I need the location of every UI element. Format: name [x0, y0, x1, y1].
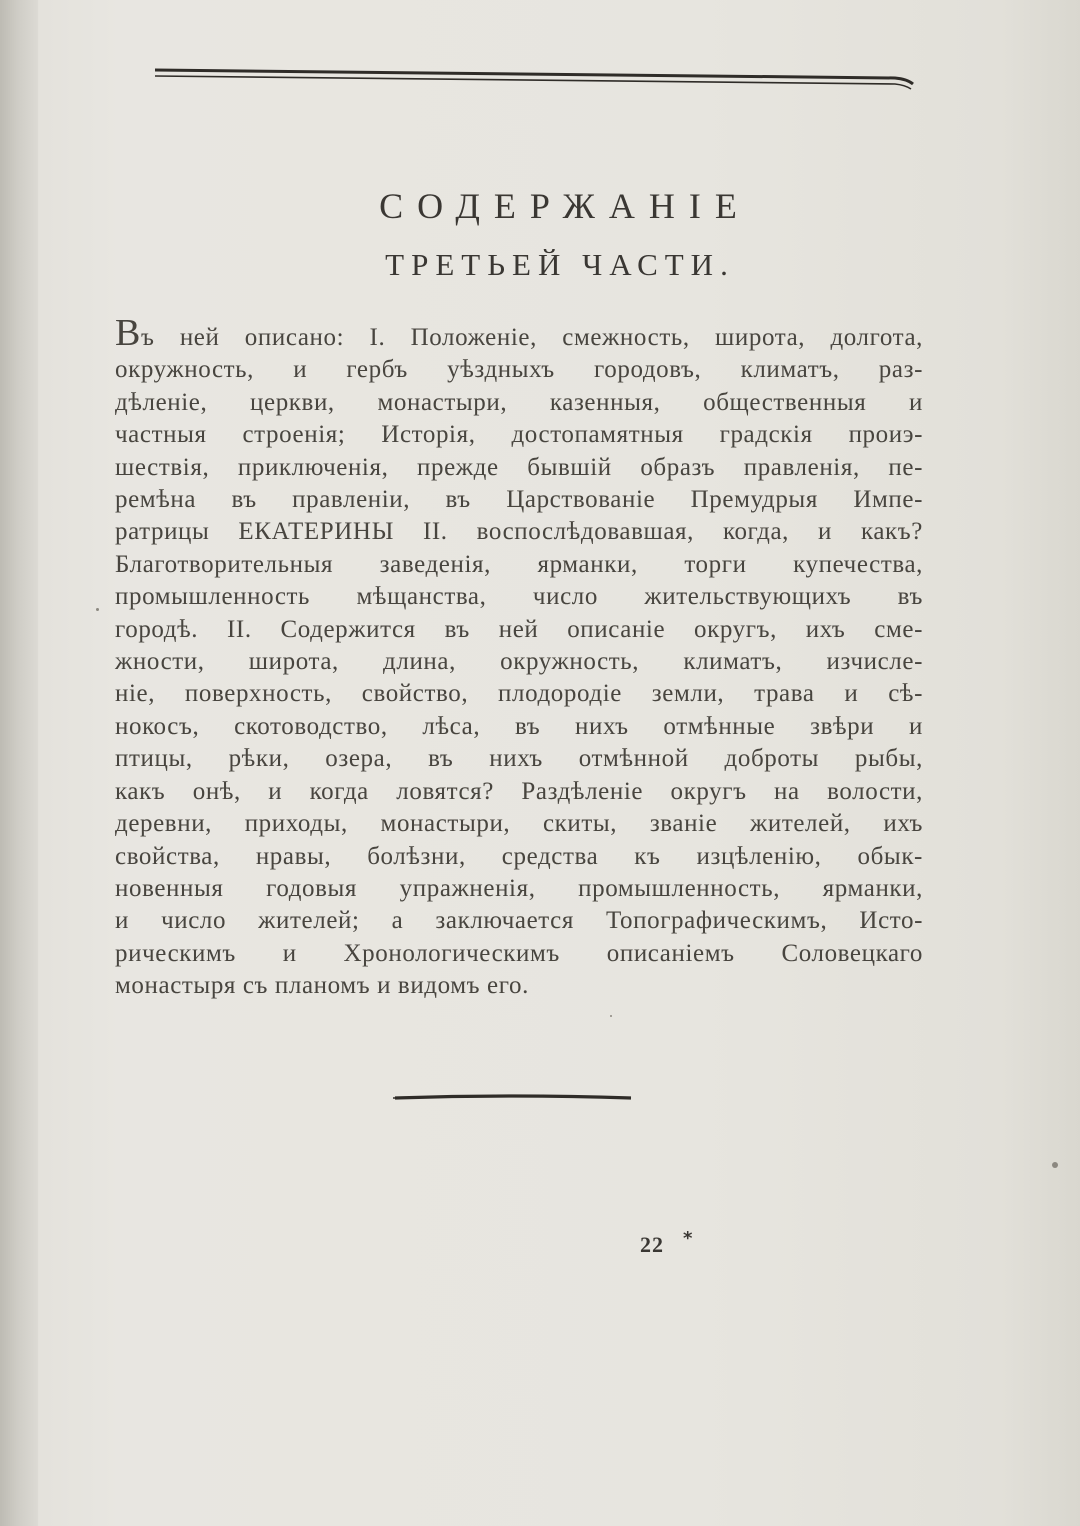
- paragraph-line: [115, 678, 923, 710]
- paragraph-line: [115, 776, 923, 808]
- line-text: нокосъ, скотоводство, лѣса, въ нихъ отмѣнные звѣри и: [115, 712, 923, 740]
- line-text: какъ онѣ, и когда ловятся? Раздѣленiе округъ на волости,: [115, 777, 923, 805]
- paragraph-line: [115, 387, 923, 419]
- paragraph-line: [115, 970, 923, 1002]
- paragraph-line: [115, 841, 923, 873]
- line-text: городѣ. II. Содержится въ ней описанiе округъ, ихъ сме-: [115, 615, 923, 643]
- line-text: ратрицы ЕКАТЕРИНЫ II. воспослѣдовавшая, когда, и какъ?: [115, 518, 923, 546]
- line-text: деревни, приходы, монастыри, скиты, званiе жителей, ихъ: [115, 810, 923, 838]
- paragraph-line: [115, 581, 923, 613]
- line-text: шествiя, приключенiя, прежде бывшiй образъ правленiя, пе-: [115, 453, 923, 481]
- line-text: рическимъ и Хронологическимъ описанiемъ Соловецкаго: [115, 939, 923, 967]
- page-subtitle: ТРЕТЬЕЙ ЧАСТИ.: [385, 247, 735, 282]
- line-text: частныя строенiя; Исторiя, достопамятныя градскiя проиэ-: [115, 421, 923, 449]
- line-text: новенныя годовыя упражненiя, промышленность, ярманки,: [115, 874, 923, 902]
- paper-speck: [96, 608, 99, 611]
- page-number: 22: [640, 1232, 664, 1257]
- paragraph-line: [115, 646, 923, 678]
- paper-speck: [610, 1015, 612, 1017]
- paragraph-line: [115, 873, 923, 905]
- paragraph-line: [115, 938, 923, 970]
- paragraph-line: [115, 354, 923, 386]
- line-text: окружность, и гербъ уѣздныхъ городовъ, климатъ, раз-: [115, 356, 923, 384]
- paper-speck: [1052, 1162, 1058, 1168]
- paragraph-line: [115, 743, 923, 775]
- paragraph-line: [115, 516, 923, 548]
- line-text: жности, широта, длина, окружность, климатъ, изчисле-: [115, 648, 923, 676]
- line-text: птицы, рѣки, озера, въ нихъ отмѣнной доброты рыбы,: [115, 745, 923, 773]
- paragraph-line: [115, 808, 923, 840]
- page-gutter: [0, 0, 38, 1526]
- line-text: нiе, поверхность, свойство, плодородiе земли, трава и сѣ-: [115, 680, 923, 708]
- line-text: промышленность мѣщанства, число жительствующихъ въ: [115, 583, 923, 611]
- contents-paragraph: [115, 312, 923, 1003]
- line-text: и число жителей; а заключается Топографическимъ, Исто-: [115, 907, 923, 935]
- paragraph-line: [115, 549, 923, 581]
- paragraph-line: [115, 905, 923, 937]
- initial-letter: В: [115, 312, 141, 354]
- line-text: свойства, нравы, болѣзни, средства къ изцѣленiю, обык-: [115, 842, 923, 870]
- top-double-rule: [155, 64, 915, 94]
- line-text: монастыря съ планомъ и видомъ его.: [115, 972, 529, 1000]
- paragraph-line: [115, 614, 923, 646]
- paragraph-line: [115, 711, 923, 743]
- paragraph-line: [115, 452, 923, 484]
- line-text: Благотворительныя заведенiя, ярманки, торги купечества,: [115, 550, 923, 578]
- page-title: СОДЕРЖАНIЕ: [379, 186, 751, 226]
- signature-mark: *: [683, 1228, 693, 1249]
- paragraph-line: [115, 484, 923, 516]
- line-text: дѣленiе, церкви, монастыри, казенныя, общественныя и: [115, 388, 923, 416]
- paragraph-line: [115, 419, 923, 451]
- paragraph-line: [115, 312, 923, 354]
- line-text: ремѣна въ правленiи, въ Царствованiе Премудрыя Импе-: [115, 486, 923, 514]
- line-text: ъ ней описано: I. Положенiе, смежность, широта, долгота,: [140, 324, 923, 351]
- bottom-rule: [393, 1090, 633, 1104]
